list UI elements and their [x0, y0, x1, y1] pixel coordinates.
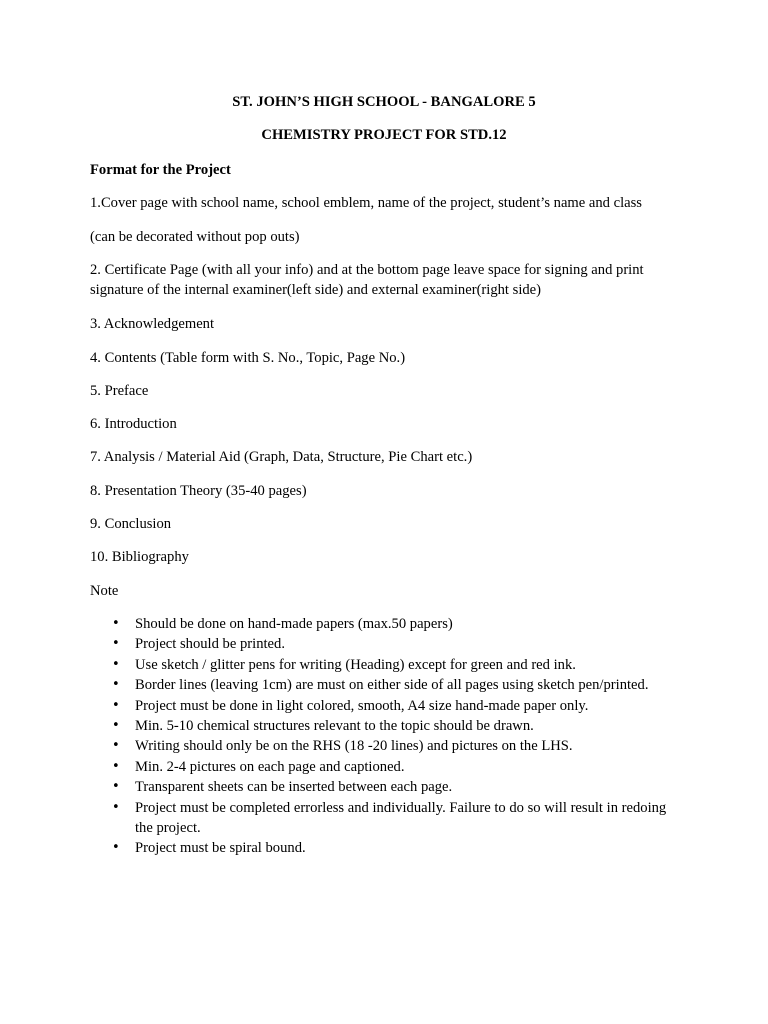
- list-item: [90, 798, 680, 839]
- bullet-icon: •: [112, 758, 120, 774]
- format-item-cover-note: (can be decorated without pop outs): [90, 229, 300, 245]
- list-item: [90, 736, 680, 756]
- bullet-icon: •: [112, 636, 120, 652]
- format-item-acknowledgement: 3. Acknowledgement: [90, 316, 215, 332]
- list-item: [90, 696, 680, 716]
- format-item-introduction: 6. Introduction: [90, 416, 177, 432]
- format-item-cover-page: 1.Cover page with school name, school emblem, name of the project, student’s name and class: [90, 195, 642, 211]
- note-text: Project should be printed.: [135, 636, 285, 653]
- note-list: [90, 614, 680, 859]
- note-text: Project must be spiral bound.: [135, 840, 306, 857]
- format-item-analysis: 7. Analysis / Material Aid (Graph, Data, Structure, Pie Chart etc.): [90, 449, 473, 465]
- note-text: Should be done on hand-made papers (max.50 papers): [135, 616, 453, 632]
- list-item: [90, 634, 680, 654]
- note-text: Project must be completed errorless and individually. Failure to do so will result in redoing the project.: [135, 799, 667, 837]
- bullet-icon: •: [112, 616, 120, 631]
- list-item: [90, 757, 680, 777]
- note-text: Transparent sheets can be inserted between each page.: [135, 779, 453, 796]
- list-item: [90, 716, 680, 736]
- list-item: [90, 614, 680, 634]
- format-heading: Format for the Project: [90, 162, 231, 178]
- note-text: Use sketch / glitter pens for writing (Heading) except for green and red ink.: [135, 656, 576, 673]
- format-item-preface: 5. Preface: [90, 383, 149, 399]
- format-item-conclusion: 9. Conclusion: [90, 516, 172, 532]
- format-item-contents: 4. Contents (Table form with S. No., Topic, Page No.): [90, 350, 406, 366]
- project-title-heading: CHEMISTRY PROJECT FOR STD.12: [261, 127, 507, 143]
- format-item-presentation-theory: 8. Presentation Theory (35-40 pages): [90, 483, 307, 499]
- bullet-icon: •: [112, 677, 120, 693]
- list-item: [90, 655, 680, 675]
- list-item: [90, 838, 680, 858]
- bullet-icon: •: [112, 718, 120, 734]
- bullet-icon: •: [112, 840, 120, 856]
- list-item: [90, 777, 680, 797]
- note-label: Note: [90, 583, 119, 599]
- bullet-icon: •: [112, 779, 120, 795]
- format-item-bibliography: 10. Bibliography: [90, 549, 189, 565]
- note-text: Min. 2-4 pictures on each page and captioned.: [135, 758, 405, 775]
- list-item: [90, 675, 680, 695]
- bullet-icon: •: [112, 738, 120, 754]
- note-text: Writing should only be on the RHS (18 -20 lines) and pictures on the LHS.: [135, 738, 573, 755]
- school-name-heading: ST. JOHN’S HIGH SCHOOL - BANGALORE 5: [232, 94, 536, 110]
- note-text: Min. 5-10 chemical structures relevant to the topic should be drawn.: [135, 718, 534, 735]
- note-text: Project must be done in light colored, smooth, A4 size hand-made paper only.: [135, 697, 589, 714]
- bullet-icon: •: [112, 656, 120, 672]
- bullet-icon: •: [112, 697, 120, 713]
- note-text: Border lines (leaving 1cm) are must on either side of all pages using sketch pen/printed.: [135, 677, 649, 694]
- bullet-icon: •: [112, 799, 120, 815]
- format-item-certificate-page: 2. Certificate Page (with all your info) and at the bottom page leave space for signing and print signature of the internal examiner(left side) and external examiner(right side): [90, 262, 644, 298]
